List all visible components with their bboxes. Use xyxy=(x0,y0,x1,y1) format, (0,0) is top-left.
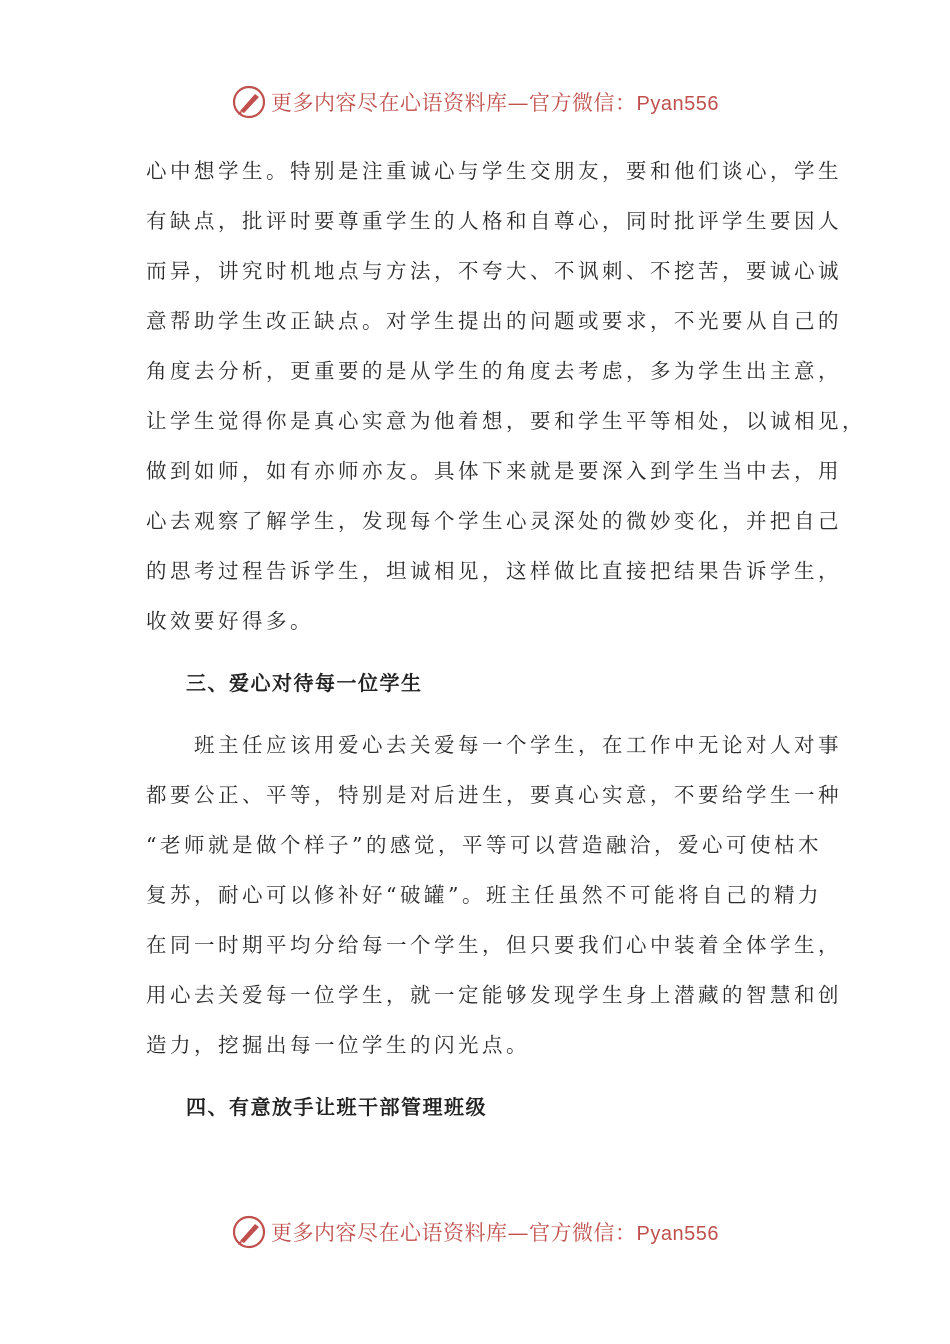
text-line: 有缺点，批评时要尊重学生的人格和自尊心，同时批评学生要因人 xyxy=(146,209,842,233)
text-line: “老师就是做个样子”的感觉，平等可以营造融洽，爱心可使枯木 xyxy=(146,833,822,857)
text-line: 的思考过程告诉学生，坦诚相见，这样做比直接把结果告诉学生， xyxy=(146,559,842,583)
text-line: 让学生觉得你是真心实意为他着想，要和学生平等相处，以诚相见， xyxy=(146,409,866,433)
text-line: 用心去关爱每一位学生，就一定能够发现学生身上潜藏的智慧和创 xyxy=(146,983,842,1007)
pen-logo-icon xyxy=(231,84,267,120)
text-line: 造力，挖掘出每一位学生的闪光点。 xyxy=(146,1033,530,1057)
text-line: 都要公正、平等，特别是对后进生，要真心实意，不要给学生一种 xyxy=(146,783,842,807)
text-line: 心中想学生。特别是注重诚心与学生交朋友，要和他们谈心，学生 xyxy=(146,159,842,183)
header-watermark-banner xyxy=(0,82,950,122)
text-line: 意帮助学生改正缺点。对学生提出的问题或要求，不光要从自己的 xyxy=(146,309,842,333)
footer-watermark-banner xyxy=(0,1212,950,1252)
paragraph-1 xyxy=(146,146,866,646)
banner-text: 更多内容尽在心语资料库—官方微信：Pyan556 xyxy=(271,1221,719,1245)
text-line: 收效要好得多。 xyxy=(146,609,314,633)
pen-logo-icon xyxy=(231,1214,267,1250)
paragraph-2 xyxy=(146,720,842,1070)
text-line: 角度去分析，更重要的是从学生的角度去考虑，多为学生出主意， xyxy=(146,359,842,383)
text-line: 做到如师，如有亦师亦友。具体下来就是要深入到学生当中去，用 xyxy=(146,459,842,483)
banner-text: 更多内容尽在心语资料库—官方微信：Pyan556 xyxy=(271,91,719,115)
text-line: 心去观察了解学生，发现每个学生心灵深处的微妙变化，并把自己 xyxy=(146,509,842,533)
text-line: 在同一时期平均分给每一个学生，但只要我们心中装着全体学生， xyxy=(146,933,842,957)
text-line: 复苏，耐心可以修补好“破罐”。班主任虽然不可能将自己的精力 xyxy=(146,883,822,907)
text-line: 而异，讲究时机地点与方法，不夸大、不讽刺、不挖苦，要诚心诚 xyxy=(146,259,842,283)
section-heading-3: 三、爱心对待每一位学生 xyxy=(186,671,423,695)
section-heading-4: 四、有意放手让班干部管理班级 xyxy=(186,1095,487,1119)
text-line: 班主任应该用爱心去关爱每一个学生，在工作中无论对人对事 xyxy=(146,733,842,757)
document-body xyxy=(146,146,866,1132)
